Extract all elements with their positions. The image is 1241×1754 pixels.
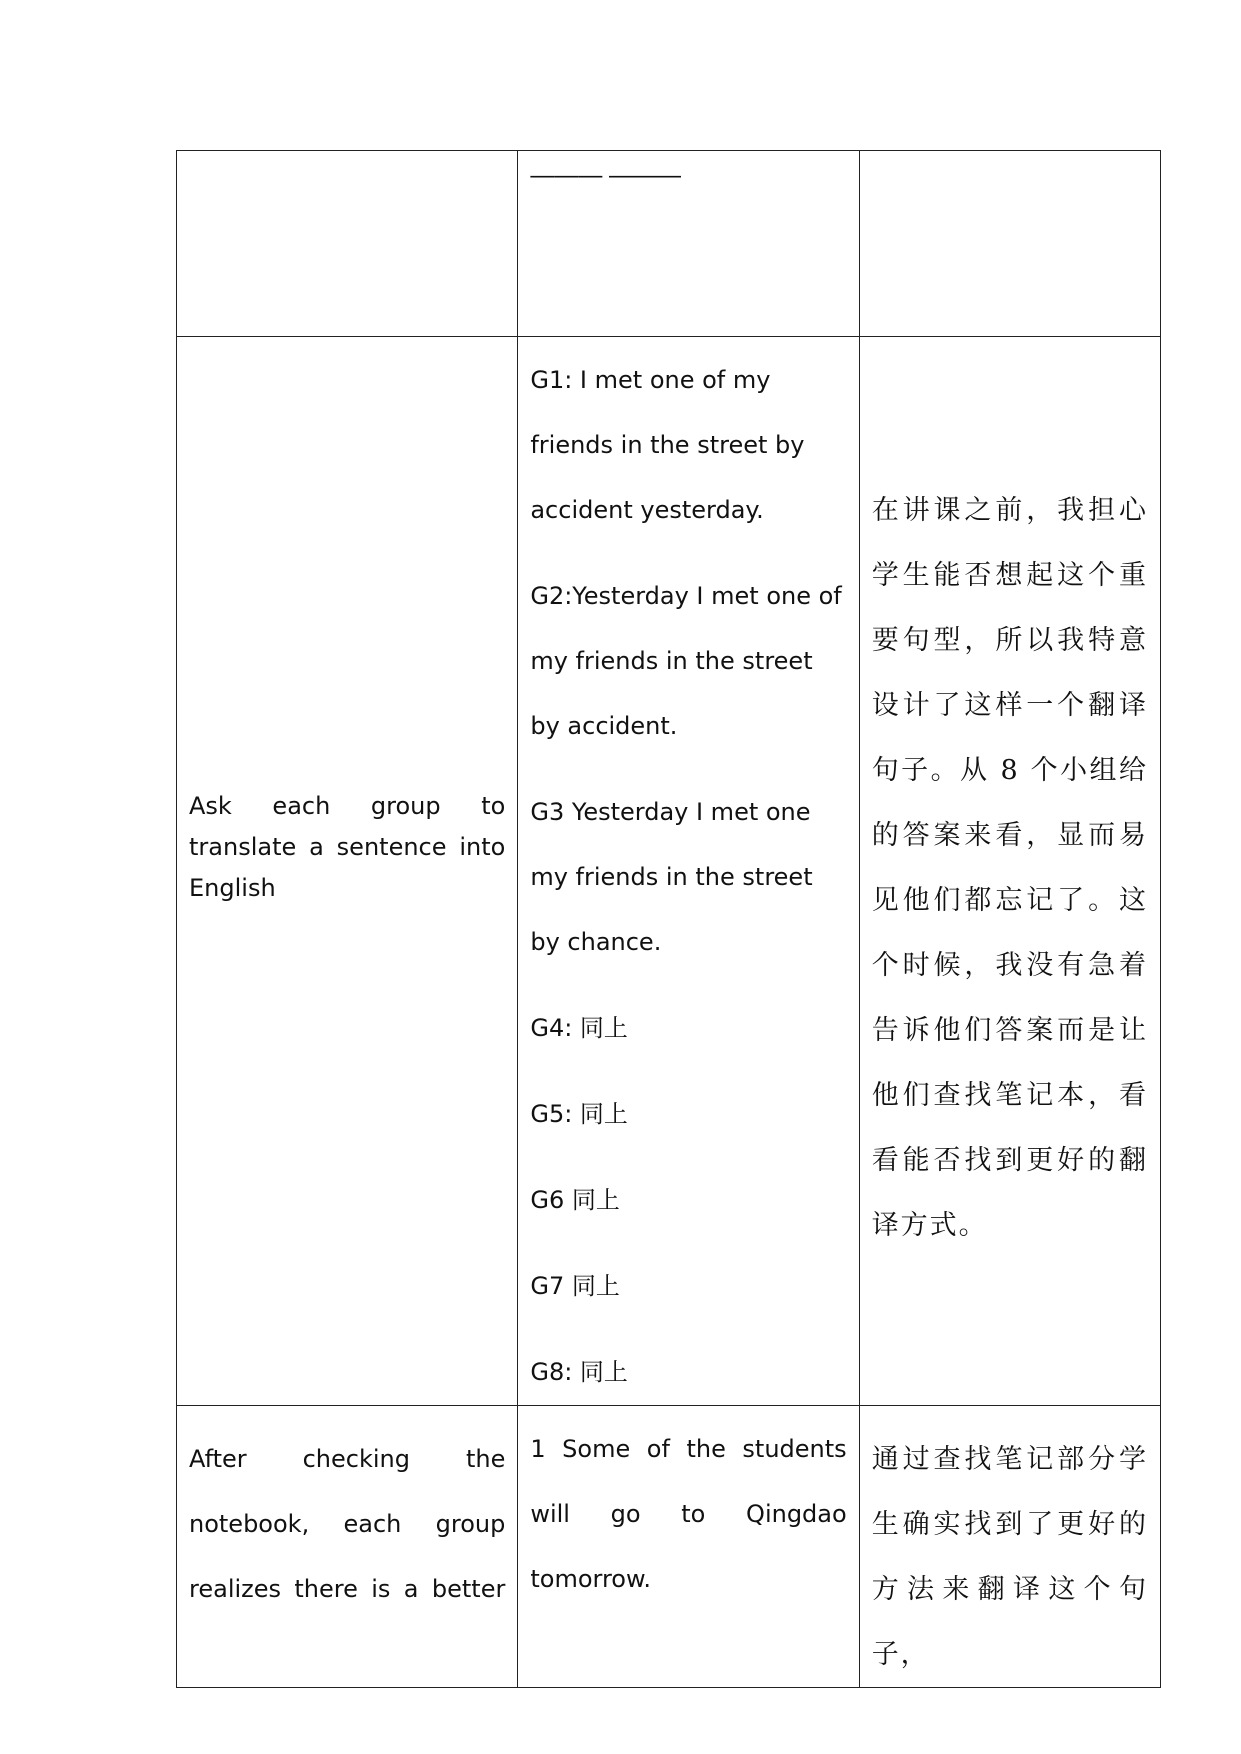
cell-student-response — [518, 151, 859, 337]
cell-student-response — [518, 1406, 859, 1688]
group-answer-g4: G4: 同上 — [530, 1014, 628, 1042]
activity-text: Ask each group to translate a sentence into English — [189, 792, 506, 902]
group-answer-g3: G3 Yesterday I met one my friends in the street by chance. — [530, 798, 813, 956]
cell-reflection — [859, 151, 1160, 337]
cell-activity — [177, 337, 518, 1406]
activity-text: After checking the notebook, each group realizes there is a better — [189, 1445, 506, 1603]
reflection-text: 通过查找笔记部分学生确实找到了更好的方法来翻译这个句子， — [871, 1444, 1148, 1670]
group-answers-list — [518, 337, 858, 1405]
cell-reflection — [859, 1406, 1160, 1688]
group-answer-g2: G2:Yesterday I met one of my friends in the street by accident. — [530, 582, 842, 740]
group-answer-g1: G1: I met one of my friends in the street by accident yesterday. — [530, 366, 805, 524]
cell-activity — [177, 151, 518, 337]
cell-activity — [177, 1406, 518, 1688]
cell-student-response — [518, 337, 859, 1406]
reflection-text: 在讲课之前，我担心学生能否想起这个重要句型，所以我特意设计了这样一个翻译句子。从 8 个小组给的答案来看，显而易见他们都忘记了。这个时候，我没有急着告诉他们答案而是让他们查找笔记本，看看能否找到更好的翻译方式。 — [871, 495, 1148, 1241]
lesson-table — [176, 150, 1161, 1688]
table-row — [177, 151, 1161, 337]
dash-line: ——— ——— — [530, 162, 682, 189]
table-row — [177, 1406, 1161, 1688]
group-answer-g5: G5: 同上 — [530, 1100, 628, 1128]
cell-reflection — [859, 337, 1160, 1406]
table-row — [177, 337, 1161, 1406]
improved-answer: 1 Some of the students will go to Qingdao tomorrow. — [530, 1435, 847, 1593]
group-answer-g7: G7 同上 — [530, 1272, 620, 1300]
group-answer-g8: G8: 同上 — [530, 1358, 628, 1386]
group-answer-g6: G6 同上 — [530, 1186, 620, 1214]
